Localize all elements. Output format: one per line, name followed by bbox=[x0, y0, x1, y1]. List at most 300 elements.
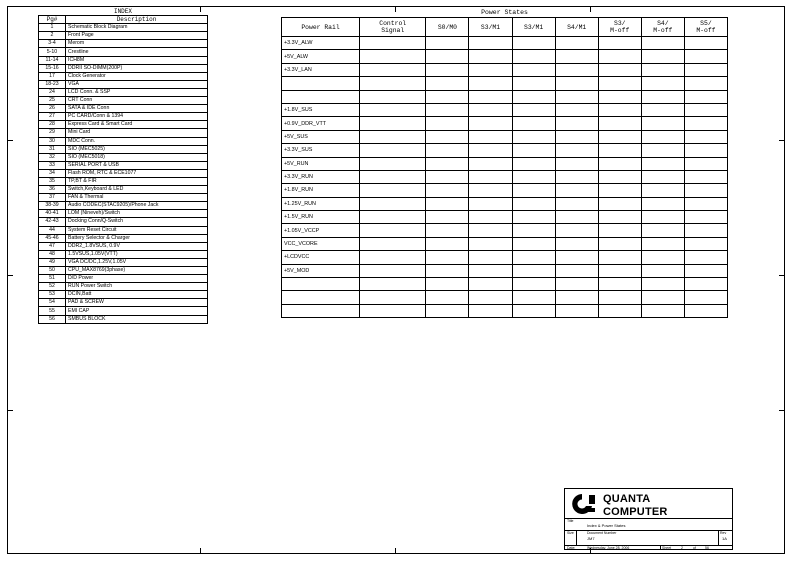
power-state-cell bbox=[512, 264, 555, 277]
power-state-cell bbox=[684, 170, 727, 183]
index-row bbox=[39, 299, 208, 307]
power-state-cell bbox=[426, 130, 469, 143]
index-description-cell: EMI CAP bbox=[66, 307, 208, 315]
power-state-cell bbox=[512, 77, 555, 90]
frame-tick bbox=[7, 410, 13, 411]
power-rail-row bbox=[282, 50, 728, 63]
power-state-cell bbox=[641, 37, 684, 50]
power-state-cell bbox=[684, 90, 727, 103]
index-page-cell: 40-41 bbox=[39, 210, 66, 218]
power-state-cell bbox=[469, 251, 512, 264]
index-description-cell: SATA & IDE Conn bbox=[66, 105, 208, 113]
power-state-cell bbox=[641, 211, 684, 224]
index-description-cell: VGA bbox=[66, 80, 208, 88]
power-state-cell bbox=[684, 50, 727, 63]
power-state-cell bbox=[469, 224, 512, 237]
power-state-cell bbox=[469, 170, 512, 183]
index-description-cell: SERIAL PORT & USB bbox=[66, 161, 208, 169]
power-state-cell bbox=[360, 117, 426, 130]
power-state-cell bbox=[512, 278, 555, 291]
index-description-cell: RUN Power Switch bbox=[66, 283, 208, 291]
power-rail-row bbox=[282, 37, 728, 50]
power-rail-name: +1.25V_RUN bbox=[282, 197, 360, 210]
power-state-cell bbox=[598, 237, 641, 250]
power-header-cell: S3/ M-off bbox=[598, 18, 641, 37]
index-row bbox=[39, 145, 208, 153]
index-header-description: Description bbox=[66, 16, 208, 24]
power-state-cell bbox=[555, 304, 598, 317]
power-state-cell bbox=[555, 157, 598, 170]
index-row bbox=[39, 161, 208, 169]
power-state-cell bbox=[641, 63, 684, 76]
power-rail-name: VCC_VCORE bbox=[282, 237, 360, 250]
power-header-cell: S5/ M-off bbox=[684, 18, 727, 37]
sheet-label: Sheet bbox=[662, 546, 672, 550]
power-state-cell bbox=[684, 77, 727, 90]
index-page-cell: 38-39 bbox=[39, 202, 66, 210]
power-state-cell bbox=[426, 117, 469, 130]
index-page-cell: 42-43 bbox=[39, 218, 66, 226]
index-row bbox=[39, 169, 208, 177]
power-state-cell bbox=[512, 251, 555, 264]
index-description-cell: 1.5VSUS,1.05V(VTT) bbox=[66, 250, 208, 258]
power-rail-row bbox=[282, 264, 728, 277]
index-row bbox=[39, 97, 208, 105]
power-state-cell bbox=[469, 184, 512, 197]
power-rail-row bbox=[282, 211, 728, 224]
power-state-cell bbox=[360, 237, 426, 250]
power-state-cell bbox=[426, 144, 469, 157]
power-state-cell bbox=[469, 50, 512, 63]
index-page-cell: 1 bbox=[39, 24, 66, 32]
index-table bbox=[38, 8, 208, 324]
power-state-cell bbox=[598, 103, 641, 116]
index-page-cell: 26 bbox=[39, 105, 66, 113]
power-state-cell bbox=[684, 184, 727, 197]
index-page-cell: 50 bbox=[39, 267, 66, 275]
index-row bbox=[39, 218, 208, 226]
power-state-cell bbox=[555, 211, 598, 224]
index-description-cell: CRT Conn bbox=[66, 97, 208, 105]
index-row bbox=[39, 267, 208, 275]
index-page-cell: 31 bbox=[39, 145, 66, 153]
power-state-cell bbox=[469, 278, 512, 291]
power-state-cell bbox=[512, 170, 555, 183]
power-state-cell bbox=[641, 130, 684, 143]
power-state-cell bbox=[555, 50, 598, 63]
power-header-cell: S3/M1 bbox=[469, 18, 512, 37]
index-description-cell: SIO (MEC5025) bbox=[66, 145, 208, 153]
sheet-total: 56 bbox=[705, 546, 709, 550]
power-state-cell bbox=[426, 264, 469, 277]
power-state-cell bbox=[426, 184, 469, 197]
power-state-cell bbox=[426, 304, 469, 317]
power-state-cell bbox=[641, 144, 684, 157]
index-description-cell: VGA DC/DC,1.25V,1.05V bbox=[66, 258, 208, 266]
power-state-cell bbox=[426, 157, 469, 170]
power-state-cell bbox=[555, 170, 598, 183]
index-row bbox=[39, 177, 208, 185]
index-row bbox=[39, 315, 208, 323]
power-state-cell bbox=[512, 50, 555, 63]
index-page-cell: 24 bbox=[39, 88, 66, 96]
power-state-cell bbox=[598, 197, 641, 210]
power-state-cell bbox=[512, 90, 555, 103]
power-state-cell bbox=[684, 63, 727, 76]
index-page-cell: 37 bbox=[39, 194, 66, 202]
index-description-cell: DDR2_1.8VSUS, 0.9V bbox=[66, 242, 208, 250]
index-page-cell: 17 bbox=[39, 72, 66, 80]
power-state-cell bbox=[469, 63, 512, 76]
power-state-cell bbox=[684, 130, 727, 143]
power-state-cell bbox=[684, 278, 727, 291]
drawing-title: Index & Power States bbox=[587, 523, 626, 528]
power-state-cell bbox=[360, 50, 426, 63]
power-state-cell bbox=[555, 291, 598, 304]
power-rail-row bbox=[282, 304, 728, 317]
power-rail-row bbox=[282, 63, 728, 76]
power-state-cell bbox=[598, 251, 641, 264]
power-state-cell bbox=[598, 170, 641, 183]
power-rail-row bbox=[282, 197, 728, 210]
power-rail-row bbox=[282, 184, 728, 197]
power-state-cell bbox=[512, 184, 555, 197]
power-state-cell bbox=[469, 264, 512, 277]
power-state-cell bbox=[469, 117, 512, 130]
index-row bbox=[39, 226, 208, 234]
index-description-cell: Schematic Block Diagram bbox=[66, 24, 208, 32]
power-state-cell bbox=[555, 251, 598, 264]
power-state-cell bbox=[598, 90, 641, 103]
power-states-table bbox=[281, 8, 728, 318]
power-state-cell bbox=[641, 197, 684, 210]
power-state-cell bbox=[512, 103, 555, 116]
frame-tick bbox=[395, 548, 396, 554]
index-description-cell: D/D Power bbox=[66, 275, 208, 283]
power-rail-row bbox=[282, 77, 728, 90]
power-state-cell bbox=[598, 291, 641, 304]
power-state-cell bbox=[598, 63, 641, 76]
power-rail-name: +3.3V_SUS bbox=[282, 144, 360, 157]
index-page-cell: 36 bbox=[39, 186, 66, 194]
index-page-cell: 54 bbox=[39, 299, 66, 307]
quanta-logo-icon bbox=[568, 492, 598, 516]
power-rail-name: +1.8V_SUS bbox=[282, 103, 360, 116]
power-header-cell: S4/M1 bbox=[555, 18, 598, 37]
power-state-cell bbox=[555, 103, 598, 116]
index-description-cell: PAD & SCREW bbox=[66, 299, 208, 307]
power-rail-name: +LCDVCC bbox=[282, 251, 360, 264]
index-row bbox=[39, 40, 208, 48]
power-state-cell bbox=[512, 37, 555, 50]
power-state-cell bbox=[555, 77, 598, 90]
index-page-cell: 48 bbox=[39, 250, 66, 258]
index-description-cell: Switch,Keyboard & LED bbox=[66, 186, 208, 194]
index-page-cell: 3-4 bbox=[39, 40, 66, 48]
power-state-cell bbox=[360, 130, 426, 143]
power-state-cell bbox=[426, 237, 469, 250]
power-state-cell bbox=[641, 50, 684, 63]
power-rail-name: +5V_ALW bbox=[282, 50, 360, 63]
index-description-cell: Crestline bbox=[66, 48, 208, 56]
power-state-cell bbox=[555, 117, 598, 130]
power-state-cell bbox=[426, 77, 469, 90]
index-row bbox=[39, 80, 208, 88]
power-state-cell bbox=[555, 63, 598, 76]
power-state-cell bbox=[598, 37, 641, 50]
power-state-cell bbox=[469, 197, 512, 210]
power-state-cell bbox=[426, 291, 469, 304]
power-state-cell bbox=[684, 251, 727, 264]
power-state-cell bbox=[684, 103, 727, 116]
power-header-cell: Power Rail bbox=[282, 18, 360, 37]
power-rail-row bbox=[282, 90, 728, 103]
power-header-cell: S4/ M-off bbox=[641, 18, 684, 37]
power-rail-name: +1.05V_VCCP bbox=[282, 224, 360, 237]
index-description-cell: Front Page bbox=[66, 32, 208, 40]
power-state-cell bbox=[426, 278, 469, 291]
frame-tick bbox=[779, 410, 785, 411]
frame-tick bbox=[7, 140, 13, 141]
power-rail-row bbox=[282, 278, 728, 291]
power-state-cell bbox=[426, 197, 469, 210]
power-state-cell bbox=[641, 278, 684, 291]
index-title: INDEX bbox=[39, 8, 208, 16]
index-description-cell: DCIN,Batt bbox=[66, 291, 208, 299]
power-header-cell: Control Signal bbox=[360, 18, 426, 37]
power-rail-name bbox=[282, 90, 360, 103]
power-state-cell bbox=[360, 197, 426, 210]
index-page-cell: 34 bbox=[39, 169, 66, 177]
power-states-title: Power States bbox=[481, 9, 528, 16]
index-row bbox=[39, 24, 208, 32]
power-state-cell bbox=[360, 304, 426, 317]
power-rail-name: +1.8V_RUN bbox=[282, 184, 360, 197]
power-state-cell bbox=[684, 304, 727, 317]
index-description-cell: Battery Selector & Charger bbox=[66, 234, 208, 242]
index-page-cell: 52 bbox=[39, 283, 66, 291]
power-rail-name bbox=[282, 304, 360, 317]
power-state-cell bbox=[598, 278, 641, 291]
power-state-cell bbox=[598, 304, 641, 317]
power-rail-name: +5V_SUS bbox=[282, 130, 360, 143]
power-state-cell bbox=[360, 170, 426, 183]
power-header-cell: S0/M0 bbox=[426, 18, 469, 37]
power-state-cell bbox=[512, 237, 555, 250]
power-state-cell bbox=[426, 50, 469, 63]
index-page-cell: 30 bbox=[39, 137, 66, 145]
sheet-number: 2 bbox=[681, 546, 683, 550]
index-page-cell: 5-10 bbox=[39, 48, 66, 56]
index-header-page: Pg# bbox=[39, 16, 66, 24]
power-state-cell bbox=[426, 211, 469, 224]
index-row bbox=[39, 242, 208, 250]
power-rail-name: +3.3V_RUN bbox=[282, 170, 360, 183]
power-rail-row bbox=[282, 144, 728, 157]
index-description-cell: Flash ROM, RTC & ECE1077 bbox=[66, 169, 208, 177]
index-row bbox=[39, 307, 208, 315]
size-label: Size bbox=[567, 531, 574, 535]
power-state-cell bbox=[684, 211, 727, 224]
power-state-cell bbox=[469, 77, 512, 90]
index-row bbox=[39, 153, 208, 161]
power-state-cell bbox=[641, 184, 684, 197]
power-state-cell bbox=[469, 37, 512, 50]
date-value: Wednesday, June 28, 2006 bbox=[587, 546, 630, 550]
power-state-cell bbox=[641, 251, 684, 264]
power-state-cell bbox=[555, 197, 598, 210]
power-state-cell bbox=[360, 90, 426, 103]
power-state-cell bbox=[684, 197, 727, 210]
index-description-cell: TP,BT & FIR bbox=[66, 177, 208, 185]
index-row bbox=[39, 202, 208, 210]
power-state-cell bbox=[360, 37, 426, 50]
index-description-cell: SIO (MEC5018) bbox=[66, 153, 208, 161]
power-state-cell bbox=[555, 264, 598, 277]
power-state-cell bbox=[684, 37, 727, 50]
index-row bbox=[39, 250, 208, 258]
power-state-cell bbox=[641, 237, 684, 250]
power-state-cell bbox=[684, 117, 727, 130]
power-rail-name: +5V_RUN bbox=[282, 157, 360, 170]
index-page-cell: 53 bbox=[39, 291, 66, 299]
index-page-cell: 28 bbox=[39, 121, 66, 129]
index-description-cell: Clock Generator bbox=[66, 72, 208, 80]
index-page-cell: 35 bbox=[39, 177, 66, 185]
power-state-cell bbox=[360, 63, 426, 76]
power-rail-row bbox=[282, 103, 728, 116]
power-state-cell bbox=[641, 264, 684, 277]
index-page-cell: 44 bbox=[39, 226, 66, 234]
document-number-label: Document Number bbox=[587, 531, 617, 535]
power-state-cell bbox=[512, 117, 555, 130]
index-page-cell: 29 bbox=[39, 129, 66, 137]
power-state-cell bbox=[555, 184, 598, 197]
index-page-cell: 25 bbox=[39, 97, 66, 105]
power-state-cell bbox=[469, 90, 512, 103]
power-state-cell bbox=[426, 37, 469, 50]
index-description-cell: System Reset Circuit bbox=[66, 226, 208, 234]
power-state-cell bbox=[641, 304, 684, 317]
power-state-cell bbox=[684, 264, 727, 277]
index-page-cell: 11-14 bbox=[39, 56, 66, 64]
power-state-cell bbox=[598, 130, 641, 143]
company-name-line1: QUANTA bbox=[603, 493, 651, 505]
power-state-cell bbox=[641, 157, 684, 170]
power-state-cell bbox=[360, 157, 426, 170]
power-state-cell bbox=[598, 264, 641, 277]
power-state-cell bbox=[469, 103, 512, 116]
index-row bbox=[39, 275, 208, 283]
power-state-cell bbox=[426, 90, 469, 103]
power-rail-name: +3.3V_LAN bbox=[282, 63, 360, 76]
index-page-cell: 18-23 bbox=[39, 80, 66, 88]
index-page-cell: 47 bbox=[39, 242, 66, 250]
power-rail-name bbox=[282, 77, 360, 90]
index-row bbox=[39, 64, 208, 72]
index-page-cell: 55 bbox=[39, 307, 66, 315]
power-state-cell bbox=[598, 211, 641, 224]
rev-value: 1A bbox=[722, 536, 727, 541]
power-state-cell bbox=[512, 157, 555, 170]
power-state-cell bbox=[555, 278, 598, 291]
index-row bbox=[39, 32, 208, 40]
date-label: Date: bbox=[567, 546, 576, 550]
power-rail-row bbox=[282, 291, 728, 304]
power-state-cell bbox=[641, 224, 684, 237]
power-state-cell bbox=[512, 130, 555, 143]
power-state-cell bbox=[512, 197, 555, 210]
power-state-cell bbox=[641, 90, 684, 103]
power-rail-row bbox=[282, 224, 728, 237]
power-state-cell bbox=[469, 304, 512, 317]
index-description-cell: LOM (Nineveh)/Switch bbox=[66, 210, 208, 218]
power-state-cell bbox=[360, 278, 426, 291]
index-page-cell: 45-46 bbox=[39, 234, 66, 242]
index-description-cell: LCD Conn. & SSP bbox=[66, 88, 208, 96]
index-row bbox=[39, 56, 208, 64]
company-name-line2: COMPUTER bbox=[603, 506, 668, 518]
index-row bbox=[39, 113, 208, 121]
index-row bbox=[39, 258, 208, 266]
index-row bbox=[39, 210, 208, 218]
of-label: of bbox=[693, 546, 696, 550]
power-state-cell bbox=[555, 130, 598, 143]
index-description-cell: MDC Conn. bbox=[66, 137, 208, 145]
index-description-cell: FAN & Thermal bbox=[66, 194, 208, 202]
index-row bbox=[39, 72, 208, 80]
index-row bbox=[39, 129, 208, 137]
power-state-cell bbox=[598, 157, 641, 170]
power-state-cell bbox=[555, 37, 598, 50]
power-state-cell bbox=[598, 50, 641, 63]
power-state-cell bbox=[360, 224, 426, 237]
index-row bbox=[39, 88, 208, 96]
power-state-cell bbox=[512, 211, 555, 224]
power-rail-name bbox=[282, 291, 360, 304]
power-rail-row bbox=[282, 170, 728, 183]
index-row bbox=[39, 234, 208, 242]
document-number: JM7 bbox=[587, 536, 595, 541]
index-description-cell: DDRII SO-DIMM(200P) bbox=[66, 64, 208, 72]
power-state-cell bbox=[360, 211, 426, 224]
index-description-cell: Express Card & Smart Card bbox=[66, 121, 208, 129]
power-state-cell bbox=[555, 224, 598, 237]
index-description-cell: SMBUS BLOCK bbox=[66, 315, 208, 323]
index-page-cell: 51 bbox=[39, 275, 66, 283]
index-description-cell: Docking Conn/Q-Switch bbox=[66, 218, 208, 226]
power-rail-name: +1.5V_RUN bbox=[282, 211, 360, 224]
power-state-cell bbox=[684, 144, 727, 157]
power-rail-row bbox=[282, 237, 728, 250]
power-state-cell bbox=[426, 103, 469, 116]
power-rail-row bbox=[282, 130, 728, 143]
power-state-cell bbox=[469, 157, 512, 170]
power-state-cell bbox=[426, 224, 469, 237]
power-state-cell bbox=[360, 103, 426, 116]
power-rail-name bbox=[282, 278, 360, 291]
power-state-cell bbox=[684, 237, 727, 250]
index-row bbox=[39, 283, 208, 291]
index-page-cell: 2 bbox=[39, 32, 66, 40]
index-page-cell: 32 bbox=[39, 153, 66, 161]
power-state-cell bbox=[684, 157, 727, 170]
power-rail-name: +0.9V_DDR_VTT bbox=[282, 117, 360, 130]
index-page-cell: 49 bbox=[39, 258, 66, 266]
power-state-cell bbox=[426, 63, 469, 76]
index-row bbox=[39, 121, 208, 129]
power-state-cell bbox=[469, 144, 512, 157]
